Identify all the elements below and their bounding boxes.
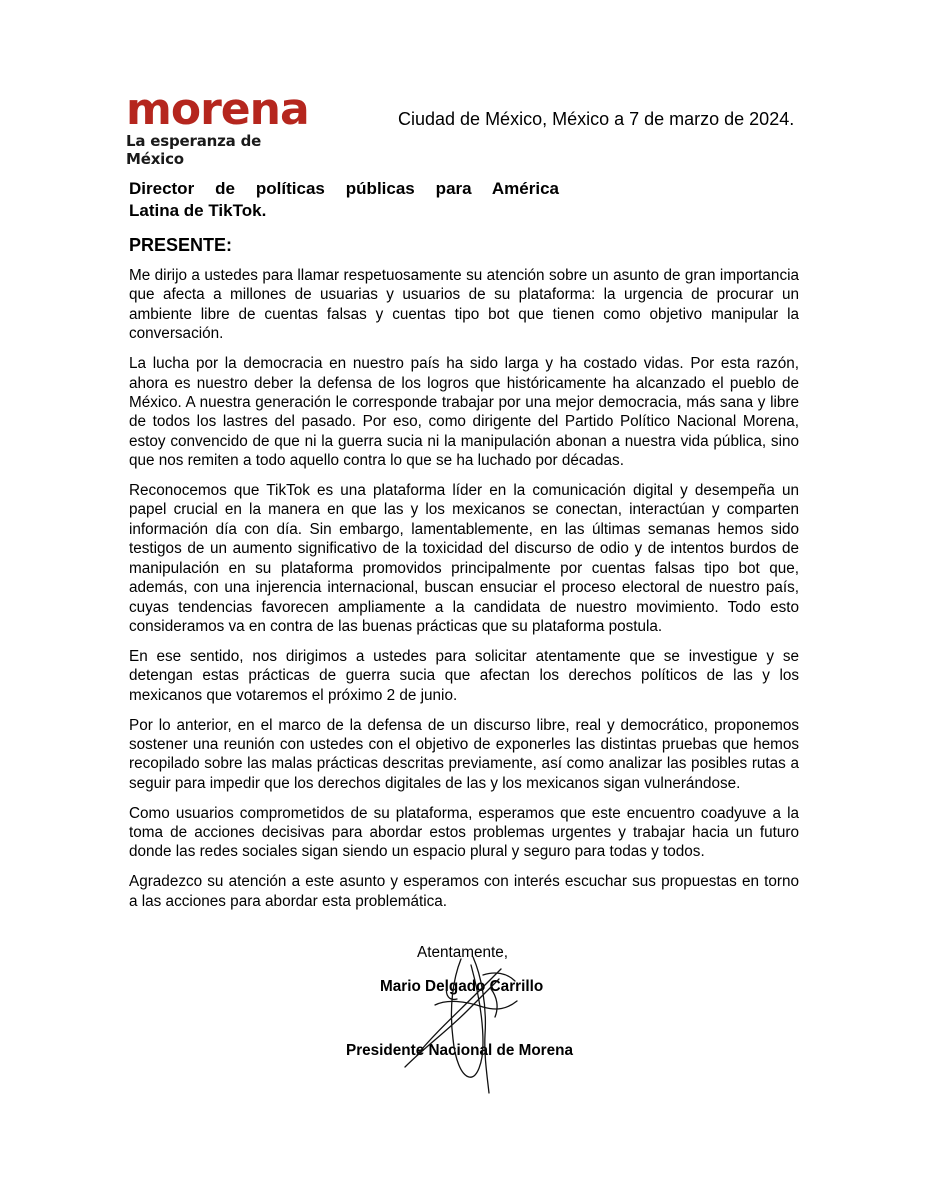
body-paragraph: La lucha por la democracia en nuestro país ha sido larga y ha costado vidas. Por esta razón, ahora es nuestro deber la defensa de los logros que históricamente ha alcanzado el pueblo de México. A nuestra generación le corresponde trabajar por una mejor democracia, más sana y libre de todos los lastres del pasado. Por eso, como dirigente del Partido Político Nacional Morena, estoy convencido de que ni la guerra sucia ni la manipulación abonan a nuestra vida pública, sino que nos remiten a todo aquello contra lo que se ha luchado por décadas. <box>129 355 799 470</box>
handwritten-signature-icon <box>395 935 535 1095</box>
morena-logo <box>126 84 316 168</box>
body-paragraph: Reconocemos que TikTok es una plataforma líder en la comunicación digital y desempeña un papel crucial en la manera en que las y los mexicanos se conectan, interactúan y comparten información día con día. Sin embargo, lamentablemente, en las últimas semanas hemos sido testigos de un aumento significativo de la toxicidad del discurso de odio y de intentos burdos de manipulación en su plataforma promovidos principalmente por cuentas falsas tipo bot que, además, con una injerencia internacional, buscan ensuciar el proceso electoral de nuestro país, cuyas tendencias favorecen ampliamente a la candidata de nuestro movimiento. Todo esto consideramos va en contra de las buenas prácticas que su plataforma postula. <box>129 482 799 635</box>
body-paragraph: En ese sentido, nos dirigimos a ustedes para solicitar atentamente que se investigue y se detengan estas prácticas de guerra sucia que afectan los derechos políticos de las y los mexicanos que votaremos el próximo 2 de junio. <box>129 647 799 704</box>
logo-wordmark: morena <box>126 84 309 135</box>
body-paragraph: Agradezco su atención a este asunto y esperamos con interés escuchar sus propuestas en torno a las acciones para abordar esta problemática. <box>129 873 799 910</box>
logo-tagline: La esperanza de México <box>126 132 262 168</box>
letter-body <box>129 266 799 922</box>
recipient-line-2: Latina de TikTok. <box>129 201 267 220</box>
signer-role: Presidente Nacional de Morena <box>346 1042 573 1059</box>
signer-name: Mario Delgado Carrillo <box>380 978 544 995</box>
body-paragraph: Por lo anterior, en el marco de la defensa de un discurso libre, real y democrático, proponemos sostener una reunión con ustedes con el objetivo de exponerles las distintas pruebas que hemos recopilado sobre las malas prácticas descritas previamente, así como analizar las posibles rutas a seguir para impedir que los derechos digitales de las y los mexicanos sigan vulnerándose. <box>129 716 799 792</box>
recipient-block <box>129 178 559 222</box>
recipient-line-1: Director de políticas públicas para América <box>129 179 559 198</box>
body-paragraph: Me dirijo a ustedes para llamar respetuosamente su atención sobre un asunto de gran importancia que afecta a millones de usuarias y usuarios de su plataforma: la urgencia de procurar un ambiente libre de cuentas falsas y cuentas tipo bot que tienen como objetivo manipular la conversación. <box>129 267 799 343</box>
body-paragraph: Como usuarios comprometidos de su plataforma, esperamos que este encuentro coadyuve a la toma de acciones decisivas para abordar estos problemas urgentes y trabajar hacia un futuro donde las redes sociales sigan siendo un espacio plural y seguro para todas y todos. <box>129 804 799 861</box>
closing-regards: Atentamente, <box>417 944 508 961</box>
dateline: Ciudad de México, México a 7 de marzo de 2024. <box>398 109 795 129</box>
salutation: PRESENTE: <box>129 235 233 255</box>
